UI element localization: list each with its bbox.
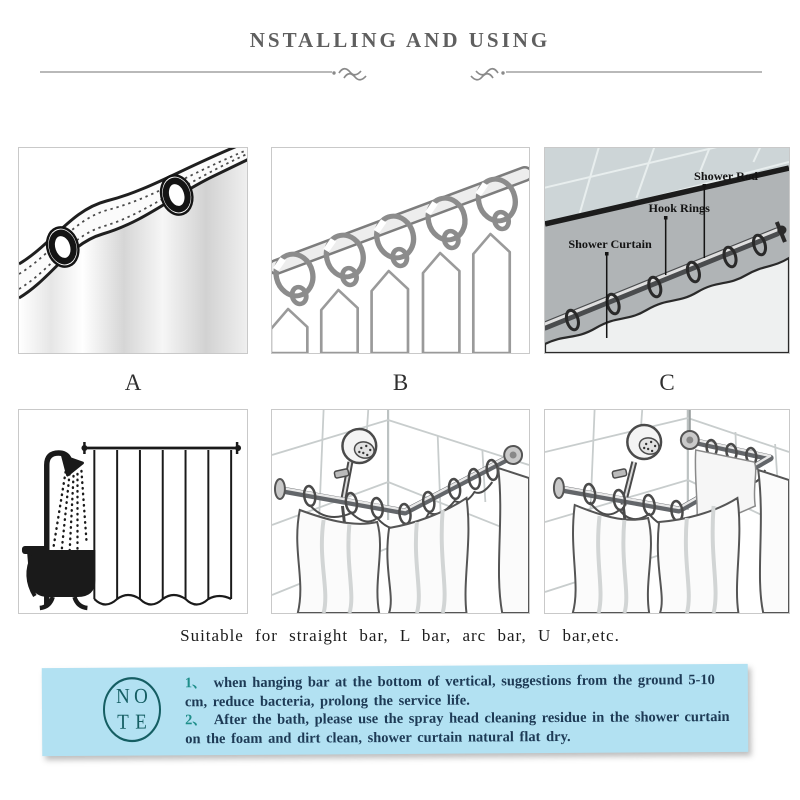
note-item-number: 2、 [185, 712, 207, 729]
panel-a-curtain-grommets [18, 147, 248, 354]
note-item-text: when hanging bar at the bottom of vertical, suggestions from the ground 5-10 cm, reduce bacteria, prolong the service life. [184, 672, 715, 710]
panel-c-labeled-assembly [544, 147, 790, 354]
divider-line-right [506, 71, 762, 73]
panel-f-u-bar [544, 409, 790, 614]
note-badge [103, 677, 161, 742]
figure-label-c: C [659, 370, 675, 395]
note-item-2 [185, 708, 737, 748]
note-band [42, 664, 749, 756]
badge-letter: O [133, 684, 148, 709]
curtain-grommets-illustration [19, 148, 247, 353]
note-item-1 [185, 671, 737, 711]
hook-rings-label: Hook Rings [648, 201, 710, 215]
hook-rings-illustration [272, 148, 529, 353]
figure-label-a: A [124, 370, 142, 395]
panel-d-straight-bar [18, 409, 248, 614]
badge-letter: E [135, 710, 147, 735]
compatibility-caption: Suitable for straight bar, L bar, arc bar, U bar,etc. [180, 626, 620, 645]
panel-e-corner-bar [271, 409, 530, 614]
page-title: NSTALLING AND USING [249, 28, 551, 52]
note-text [185, 671, 737, 748]
corner-bar-illustration [272, 410, 529, 613]
labeled-assembly-illustration [545, 148, 789, 353]
note-item-text: After the bath, please use the spray head cleaning residue in the shower curtain on the foam and dirt clean, shower curtain natural flat dry. [185, 708, 730, 747]
divider-line-left [40, 71, 332, 73]
shower-rod-label: Shower Rod [694, 169, 758, 183]
u-bar-illustration [545, 410, 789, 613]
flourish-right-icon [464, 61, 506, 83]
bathtub-shower-illustration [19, 410, 247, 613]
note-item-number: 1、 [184, 675, 207, 692]
flourish-left-icon [331, 61, 373, 83]
badge-letter: N [115, 684, 130, 709]
badge-letter: T [117, 710, 129, 735]
figure-label-b: B [392, 370, 409, 395]
panel-b-hook-rings [271, 147, 530, 354]
shower-curtain-label: Shower Curtain [568, 237, 652, 251]
